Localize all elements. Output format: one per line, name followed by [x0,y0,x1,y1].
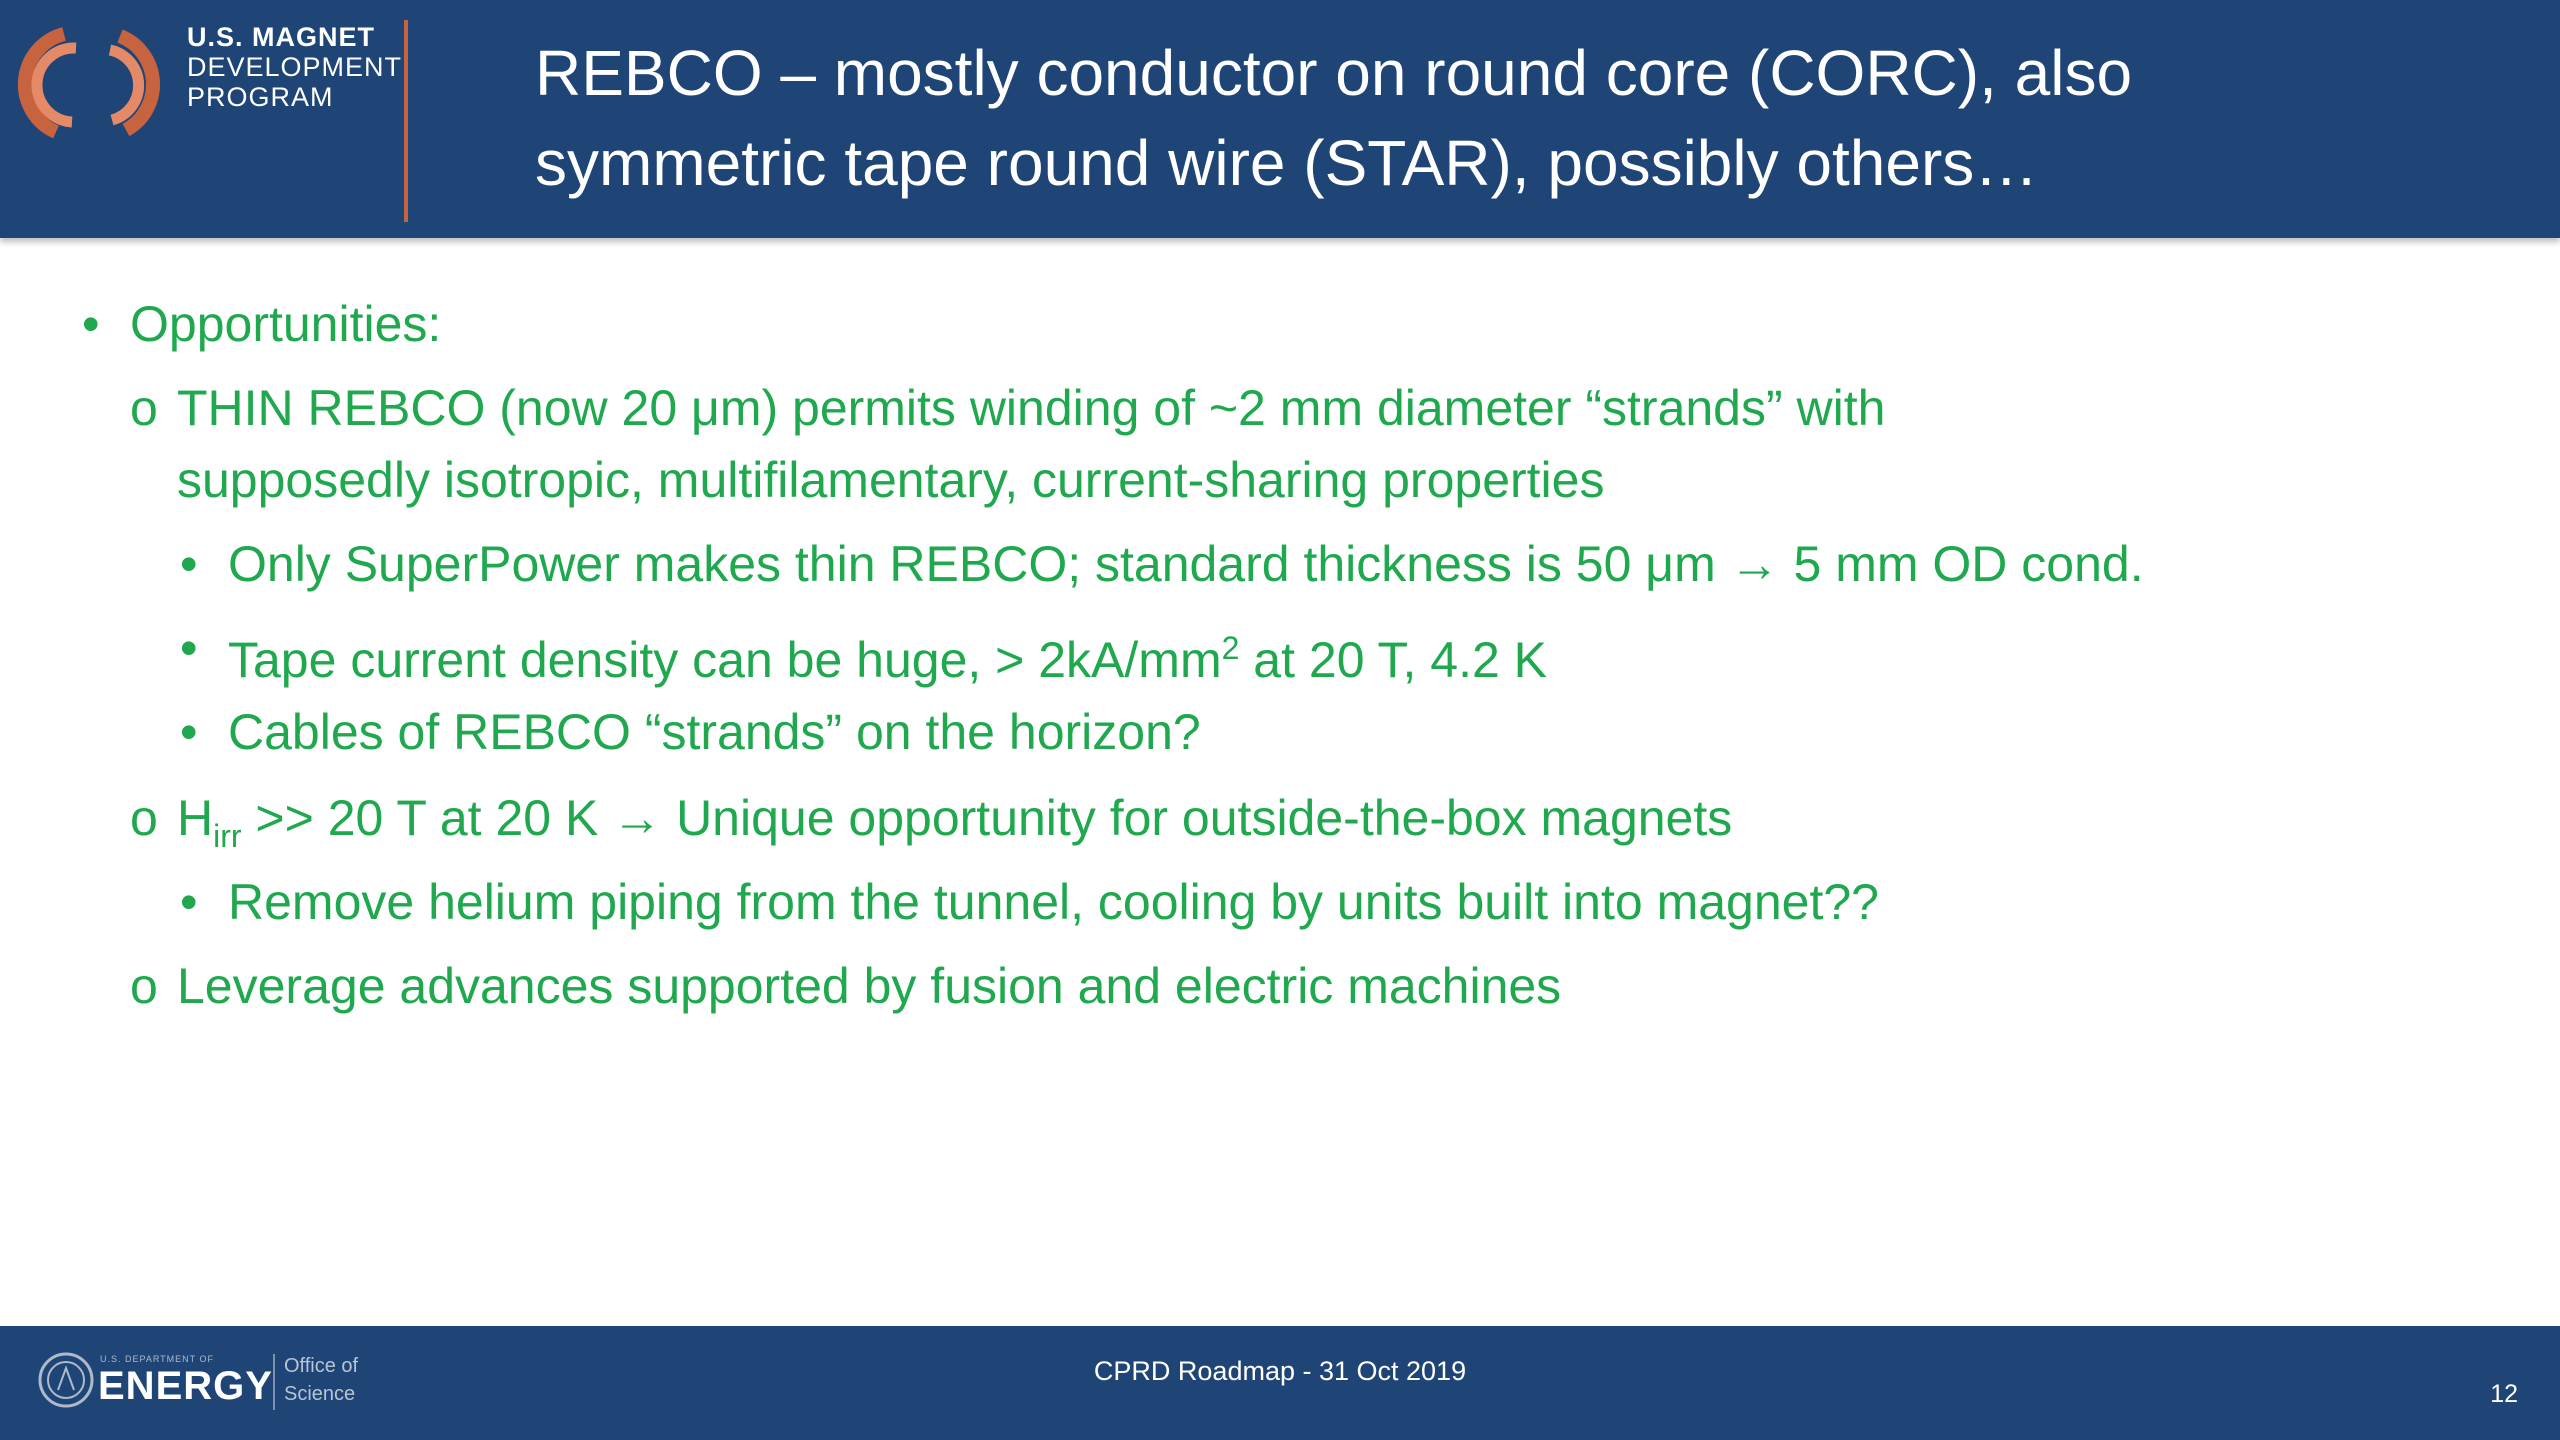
slide-header [0,0,2560,238]
current-density-text: Tape current density can be huge, > 2kA/mm [228,632,1222,688]
program-logo-text [187,22,402,112]
slide-title-line-2: symmetric tape round wire (STAR), possibly others… [535,127,2039,199]
slide-body [0,238,2560,1326]
magnet-program-logo-icon [12,14,182,154]
bullet-hirr [177,782,1732,872]
office-line-1: Office of [284,1355,359,1377]
slide-footer [0,1326,2560,1440]
office-line-2: Science [284,1383,356,1405]
page-number: 12 [2490,1380,2518,1408]
bullet-current-density [228,612,1547,696]
bullet-cables: Cables of REBCO “strands” on the horizon? [228,704,1201,760]
header-divider [404,20,408,222]
doe-energy-wordmark: ENERGY [98,1364,273,1408]
logo-line-1: U.S. MAGNET [187,22,376,52]
bullet-opportunities: Opportunities: [130,296,442,352]
bullet-marker: • [180,536,198,592]
slide-title-line-1: REBCO – mostly conductor on round core (CORC), also [535,37,2133,109]
current-density-text-after: at 20 T, 4.2 K [1239,632,1548,688]
bullet-marker: • [82,296,100,352]
doe-department-text: U.S. DEPARTMENT OF [100,1354,215,1364]
bullet-thin-rebco-line-2: supposedly isotropic, multifilamentary, current-sharing properties [177,452,1605,508]
footer-caption: CPRD Roadmap - 31 Oct 2019 [1093,1356,1467,1386]
hirr-subscript: irr [213,818,242,854]
logo-line-3: PROGRAM [187,82,334,112]
bullet-marker: o [130,958,158,1014]
bullet-marker: • [180,620,198,676]
bullet-remove-helium: Remove helium piping from the tunnel, cooling by units built into magnet?? [228,874,1879,930]
bullet-marker: o [130,380,158,436]
slide-title [535,28,2435,208]
hirr-symbol: H [177,790,214,846]
bullet-thin-rebco-line-1: THIN REBCO (now 20 μm) permits winding of ~2 mm diameter “strands” with [177,380,1886,436]
logo-line-2: DEVELOPMENT [187,52,403,82]
bullet-marker: • [180,874,198,930]
bullet-marker: • [180,704,198,760]
current-density-superscript: 2 [1221,630,1240,666]
bullet-marker: o [130,790,158,846]
bullet-superpower: Only SuperPower makes thin REBCO; standard thickness is 50 μm → 5 mm OD cond. [228,536,2144,592]
hirr-text: >> 20 T at 20 K → Unique opportunity for outside-the-box magnets [241,790,1733,846]
bullet-leverage: Leverage advances supported by fusion and electric machines [177,958,1562,1014]
